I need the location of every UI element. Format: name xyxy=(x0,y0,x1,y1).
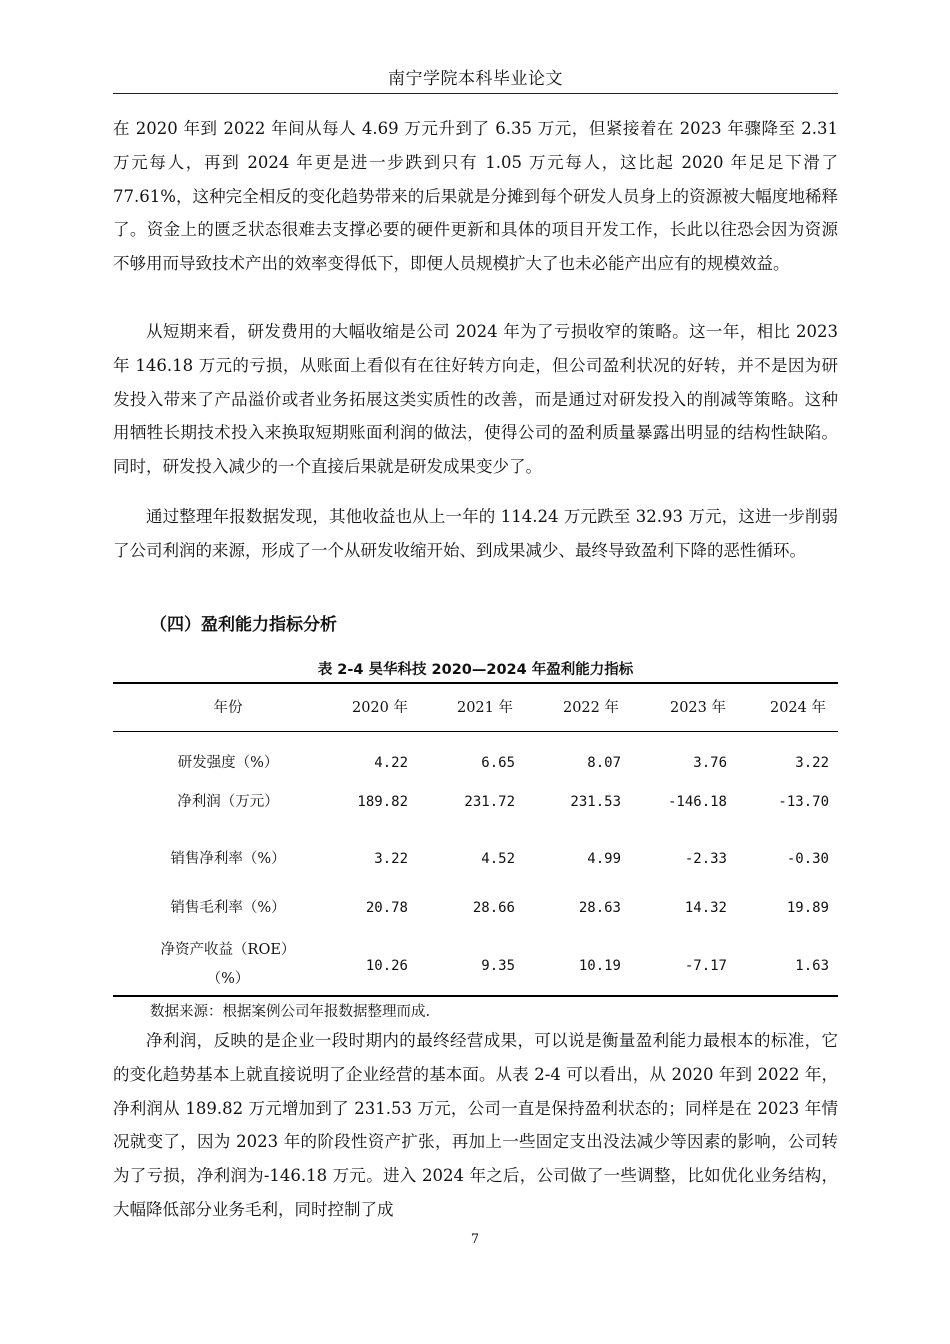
table-cell: 3.76 xyxy=(693,755,727,771)
table-header-rule xyxy=(113,731,838,732)
table-header-2021: 2021 年 xyxy=(456,700,513,716)
table-cell: 3.22 xyxy=(795,755,829,771)
table-cell: 4.99 xyxy=(587,851,621,867)
table-cell: 231.53 xyxy=(570,794,621,810)
table-cell: 19.89 xyxy=(786,900,829,916)
table-caption: 表 2-4 昊华科技 2020—2024 年盈利能力指标 xyxy=(317,662,634,678)
table-cell: 6.65 xyxy=(481,755,515,771)
table-cell: 20.78 xyxy=(365,900,408,916)
table-row-label-unit: （%） xyxy=(206,971,250,987)
section-heading: （四）盈利能力指标分析 xyxy=(150,615,337,635)
table-cell: 9.35 xyxy=(481,958,515,974)
body-paragraph-4: 净利润，反映的是企业一段时期内的最终经营成果，可以说是衡量盈利能力最根本的标准，它的变化趋势基本上就直接说明了企业经营的基本面。从表 2-4 可以看出，从 2020 年到 2022 年，净利润从 189.82 万元增加到了 231.53 万元，公司一直是保持盈利状态的；同样是在 2023 年情况就变了，因为 2023 年的阶段性资产扩张，再加上一些固定支出没法减少等因素的影响，公司转为了亏损，净利润为-146.18 万元。进入 2024 年之后，公司做了一些调整，比如优化业务结构，大幅降低部分业务毛利，同时控制了成 xyxy=(113,1031,838,1219)
table-top-rule xyxy=(113,682,838,684)
table-cell: 1.63 xyxy=(795,958,829,974)
table-row-label: 研发强度（%） xyxy=(177,755,279,771)
table-cell: 14.32 xyxy=(684,900,727,916)
table-bottom-rule xyxy=(113,995,838,997)
table-header-2024: 2024 年 xyxy=(769,700,826,716)
table-cell: 28.66 xyxy=(472,900,515,916)
table-row-label: 销售净利率（%） xyxy=(170,851,286,867)
table-cell: 4.52 xyxy=(481,851,515,867)
table-cell: 231.72 xyxy=(464,794,515,810)
body-paragraph-2: 从短期来看，研发费用的大幅收缩是公司 2024 年为了亏损收窄的策略。这一年，相比 2023 年 146.18 万元的亏损，从账面上看似有在往好转方向走，但公司盈利状况的好转，并不是因为研发投入带来了产品溢价或者业务拓展这类实质性的改善，而是通过对研发投入的削减等策略。这种用牺牲长期技术投入来换取短期账面利润的做法，使得公司的盈利质量暴露出明显的结构性缺陷。同时，研发投入减少的一个直接后果就是研发成果变少了。 xyxy=(113,322,838,477)
table-header-2023: 2023 年 xyxy=(669,700,726,716)
table-cell: 10.19 xyxy=(578,958,621,974)
table-header-2020: 2020 年 xyxy=(351,700,408,716)
table-cell: -0.30 xyxy=(786,851,829,867)
table-row-label: 净资产收益（ROE） xyxy=(160,942,296,958)
table-cell: 3.22 xyxy=(374,851,408,867)
body-paragraph-3: 通过整理年报数据发现，其他收益也从上一年的 114.24 万元跌至 32.93 万元，这进一步削弱了公司利润的来源，形成了一个从研发收缩开始、到成果减少、最终导致盈利下降的恶性循环。 xyxy=(113,507,838,560)
table-header-year: 年份 xyxy=(213,700,243,716)
table-cell: -2.33 xyxy=(684,851,727,867)
table-cell: 189.82 xyxy=(357,794,408,810)
header-divider xyxy=(113,93,838,94)
table-cell: -13.70 xyxy=(778,794,829,810)
page-header: 南宁学院本科毕业论文 xyxy=(388,69,563,89)
table-cell: 10.26 xyxy=(365,958,408,974)
page-number: 7 xyxy=(470,1232,480,1247)
body-paragraph-1: 在 2020 年到 2022 年间从每人 4.69 万元升到了 6.35 万元，但紧接着在 2023 年骤降至 2.31 万元每人，再到 2024 年更是进一步跌到只有 1.05 万元每人，这比起 2020 年足足下滑了 77.61%，这种完全相反的变化趋势带来的后果就是分摊到每个研发人员身上的资源被大幅度地稀释了。资金上的匮乏状态很难去支撑必要的硬件更新和具体的项目开发工作，长此以往恐会因为资源不够用而导致技术产出的效率变得低下，即便人员规模扩大了也未必能产出应有的规模效益。 xyxy=(113,119,838,274)
table-source-note: 数据来源：根据案例公司年报数据整理而成. xyxy=(150,1004,431,1020)
table-cell: 8.07 xyxy=(587,755,621,771)
table-cell: -146.18 xyxy=(667,794,727,810)
table-cell: 28.63 xyxy=(578,900,621,916)
table-cell: -7.17 xyxy=(684,958,727,974)
table-cell: 4.22 xyxy=(374,755,408,771)
table-row-label: 销售毛利率（%） xyxy=(170,900,286,916)
table-row-label: 净利润（万元） xyxy=(177,794,279,810)
table-header-2022: 2022 年 xyxy=(562,700,619,716)
